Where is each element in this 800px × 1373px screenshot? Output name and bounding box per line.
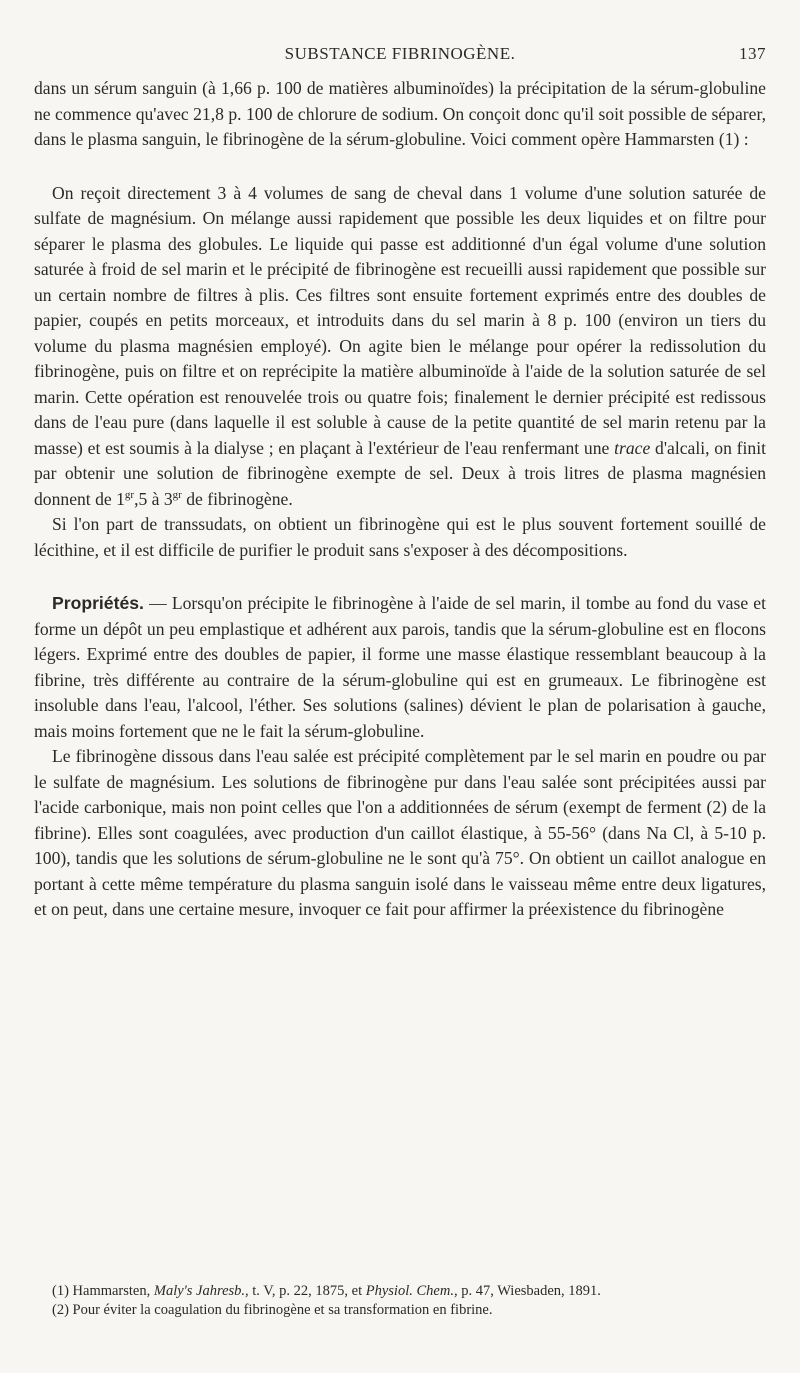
footnote-1-tail: p. 47, Wiesbaden, 1891.	[461, 1283, 601, 1299]
main-text	[34, 76, 766, 923]
footnote-1	[34, 1282, 766, 1301]
paragraph-intro: dans un sérum sanguin (à 1,66 p. 100 de matières albuminoïdes) la précipitation de la sérum-globuline ne commence qu'avec 21,8 p. 100 de chlorure de sodium. On conçoit donc qu'il soit possible de séparer, dans le plasma sanguin, le fibrinogène de la sérum-globuline. Voici comment opère Hammarsten (1) :	[34, 78, 766, 149]
method-trace-word: trace	[614, 437, 651, 458]
footnote-1-journal: Maly's Jahresb.,	[153, 1283, 249, 1299]
method-text-2: d'alcali, on finit par obtenir une solution de fibrinogène exempte de sel. Deux à trois litres de plasma magnésien donnent de 1	[34, 437, 766, 509]
page-header	[34, 44, 766, 68]
unit-gram-2: gr	[172, 488, 182, 501]
properties-text: — Lorsqu'on précipite le fibrinogène à l'aide de sel marin, il tombe au fond du vase et forme un dépôt un peu emplastique et adhérent aux parois, tandis que la sérum-globuline est en flocons légers. Exprimé entre des doubles de papier, il forme une masse élastique ressemblant beaucoup à la fibrine, très différente au contraire de la sérum-globuline qui est en grumeaux. Le fibrinogène est insoluble dans l'eau, l'alcool, l'éther. Ses solutions (salines) dévient le plan de polarisation à gauche, mais moins fortement que ne le fait la sérum-globuline.	[34, 593, 766, 741]
footnotes	[34, 1282, 766, 1320]
footnote-1-author: (1) Hammarsten,	[52, 1283, 151, 1299]
footnote-1-ref: t. V, p. 22, 1875, et	[252, 1283, 363, 1299]
paragraph-solutions: Le fibrinogène dissous dans l'eau salée est précipité complètement par le sel marin en poudre ou par le sulfate de magnésium. Les solutions de fibrinogène pur dans l'eau salée sont précipitées aussi par l'acide carbonique, mais non point celles que l'on a additionnées de sérum (exempt de ferment (2) de la fibrine). Elles sont coagulées, avec production d'un caillot élastique, à 55-56° (dans Na Cl, à 5-10 p. 100), tandis que les solutions de sérum-globuline ne le sont qu'à 75°. On obtient un caillot analogue en portant à cette même température du plasma sanguin isolé dans le vaisseau même entre deux ligatures, et on peut, dans une certaine mesure, invoquer ce fait pour affirmer la préexistence du fibrinogène	[34, 746, 766, 919]
footnote-1-journal-2: Physiol. Chem.,	[365, 1283, 458, 1299]
method-text-3: ,5 à 3	[134, 488, 173, 509]
paragraph-method	[34, 181, 766, 513]
method-text-1: On reçoit directement 3 à 4 volumes de sang de cheval dans 1 volume d'une solution saturée de sulfate de magnésium. On mélange aussi rapidement que possible les deux liquides et on filtre pour séparer le plasma des globules. Le liquide qui passe est additionné d'un égal volume d'une solution saturée à froid de sel marin et le précipité de fibrinogène est recueilli aussi rapidement que possible sur un certain nombre de filtres à plis. Ces filtres sont ensuite fortement exprimés entre des doubles de papier, coupés en petits morceaux, et introduits dans du sel marin à 8 p. 100 (environ un tiers du volume du plasma magnésien employé). On agite bien le mélange pour opérer la redissolution du fibrinogène, puis on filtre et on reprécipite la matière albuminoïde à l'aide de la solution saturée de sel marin. Cette opération est renouvelée trois ou quatre fois; finalement le dernier précipité est redissous dans de l'eau pure (dans laquelle il est soluble à cause de la petite quantité de sel marin retenu par la masse) et est soumis à la dialyse ; en plaçant à l'extérieur de l'eau renfermant une	[34, 182, 766, 458]
paragraph-properties	[34, 591, 766, 744]
method-text-4: de fibrinogène.	[186, 488, 293, 509]
page-number: 137	[739, 44, 766, 63]
footnote-2: (2) Pour éviter la coagulation du fibrinogène et sa transformation en fibrine.	[52, 1302, 493, 1318]
unit-gram-1: gr	[124, 488, 135, 501]
section-heading-properties: Propriétés.	[52, 593, 144, 613]
paragraph-transsudats: Si l'on part de transsudats, on obtient un fibrinogène qui est le plus souvent fortement souillé de lécithine, et il est difficile de purifier le produit sans s'exposer à des décompositions.	[34, 514, 766, 560]
running-head: SUBSTANCE FIBRINOGÈNE.	[284, 44, 516, 63]
